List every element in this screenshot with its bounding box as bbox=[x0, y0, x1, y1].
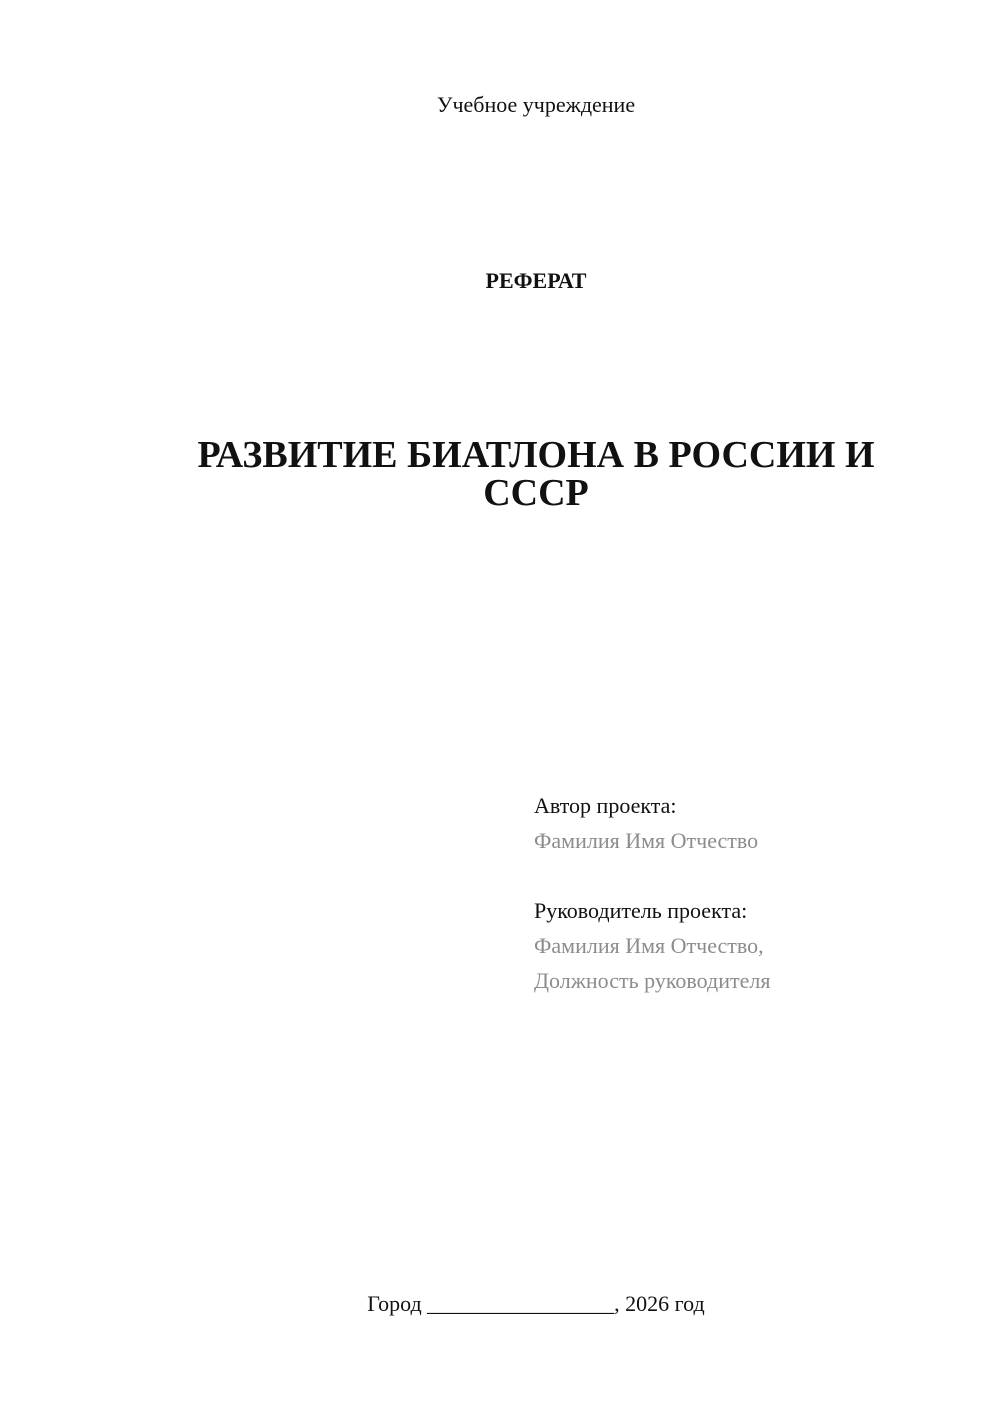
document-title-line-1: РАЗВИТИЕ БИАТЛОНА В РОССИИ И bbox=[197, 434, 875, 476]
document-title bbox=[180, 436, 892, 512]
city-year-line: Город _________________, 2026 год bbox=[367, 1291, 705, 1316]
project-meta bbox=[534, 788, 974, 998]
document-title-line-2: СССР bbox=[483, 472, 589, 514]
supervisor-position: Должность руководителя bbox=[534, 968, 771, 993]
supervisor-label: Руководитель проекта: bbox=[534, 898, 748, 923]
author-name: Фамилия Имя Отчество bbox=[534, 828, 759, 853]
author-label: Автор проекта: bbox=[534, 793, 677, 818]
supervisor-name: Фамилия Имя Отчество, bbox=[534, 933, 764, 958]
document-type: РЕФЕРАТ bbox=[485, 268, 587, 293]
institution-name: Учебное учреждение bbox=[436, 92, 636, 117]
